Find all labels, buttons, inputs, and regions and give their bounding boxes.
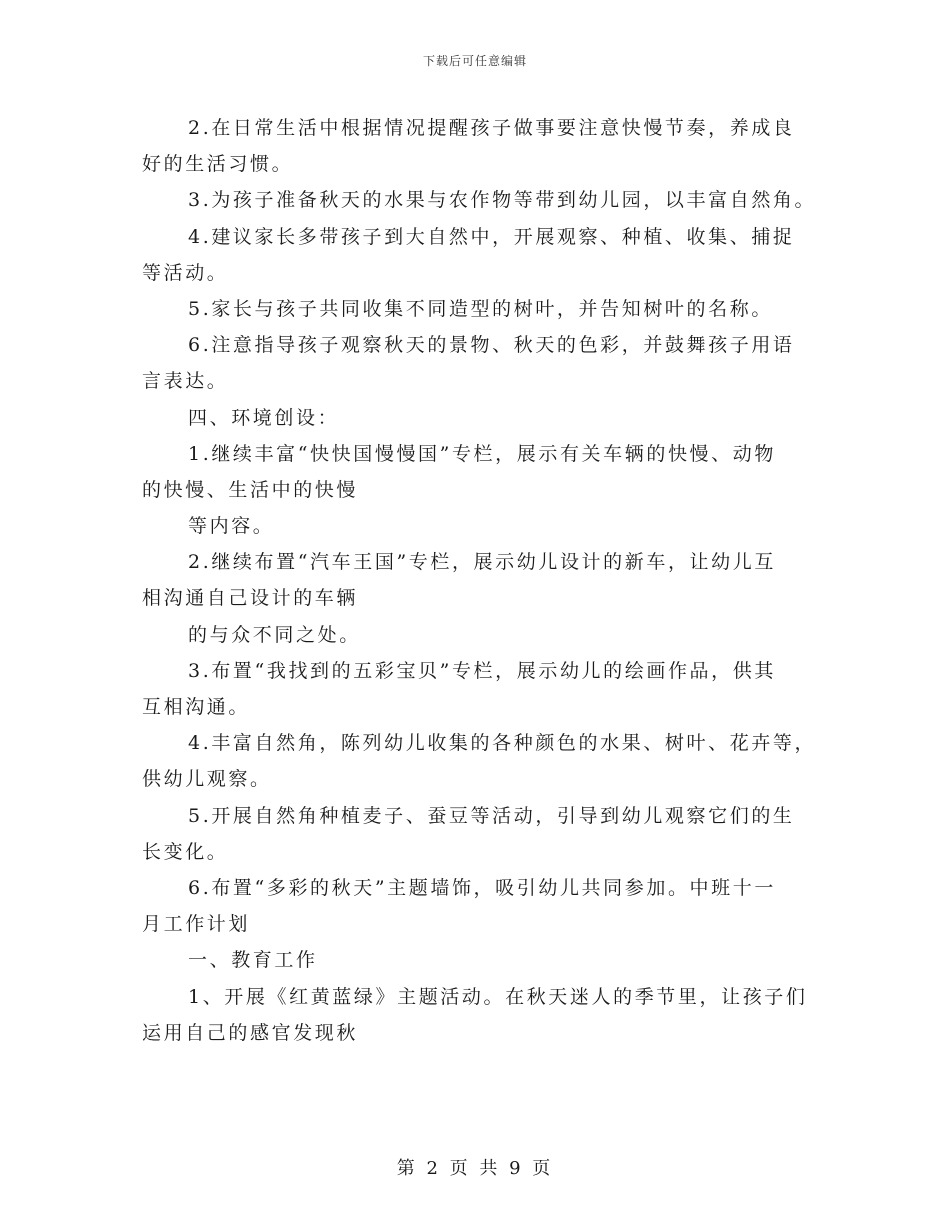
text-line: 1.继续丰富“快快国慢慢国”专栏，展示有关车辆的快慢、动物: [188, 442, 776, 465]
text-line: 6.注意指导孩子观察秋天的景物、秋天的色彩，并鼓舞孩子用语: [188, 334, 795, 357]
text-line: 相沟通自己设计的车辆: [142, 587, 359, 610]
text-line: 等活动。: [142, 261, 229, 284]
text-line: 2.在日常生活中根据情况提醒孩子做事要注意快慢节奏，养成良: [188, 117, 795, 139]
section-heading: 一、教育工作: [188, 949, 318, 972]
text-line: 好的生活习惯。: [142, 153, 294, 176]
text-line: 5.开展自然角种植麦子、蚕豆等活动，引导到幼儿观察它们的生: [188, 804, 795, 827]
text-line: 5.家长与孩子共同收集不同造型的树叶，并告知树叶的名称。: [188, 297, 773, 320]
text-line: 互相沟通。: [142, 696, 251, 718]
text-line: 1、开展《红黄蓝绿》主题活动。在秋天迷人的季节里，让孩子们: [188, 985, 808, 1008]
text-line: 的与众不同之处。: [188, 623, 361, 646]
text-line: 月工作计划: [142, 913, 251, 936]
text-line: 长变化。: [142, 840, 229, 863]
page-header: 下载后可任意编辑: [422, 54, 527, 68]
text-line: 等内容。: [188, 515, 275, 538]
text-line: 6.布置“多彩的秋天”主题墙饰，吸引幼儿共同参加。中班十一: [188, 876, 776, 899]
page-number-footer: 第 2 页 共 9 页: [396, 1158, 554, 1179]
text-line: 4.建议家长多带孩子到大自然中，开展观察、种植、收集、捕捉: [188, 225, 795, 248]
text-line: 4.丰富自然角，陈列幼儿收集的各种颜色的水果、树叶、花卉等，: [188, 732, 817, 755]
text-line: 言表达。: [142, 370, 229, 393]
text-line: 供幼儿观察。: [142, 768, 272, 791]
document-body: [142, 110, 817, 1051]
text-line: 3.为孩子准备秋天的水果与农作物等带到幼儿园，以丰富自然角。: [188, 189, 817, 212]
text-line: 运用自己的感官发现秋: [142, 1021, 359, 1044]
section-heading: 四、环境创设：: [188, 406, 340, 429]
text-line: 的快慢、生活中的快慢: [142, 478, 359, 501]
text-line: 3.布置“我找到的五彩宝贝”专栏，展示幼儿的绘画作品，供其: [188, 659, 776, 682]
text-line: 2.继续布置“汽车王国”专栏，展示幼儿设计的新车，让幼儿互: [188, 551, 776, 574]
